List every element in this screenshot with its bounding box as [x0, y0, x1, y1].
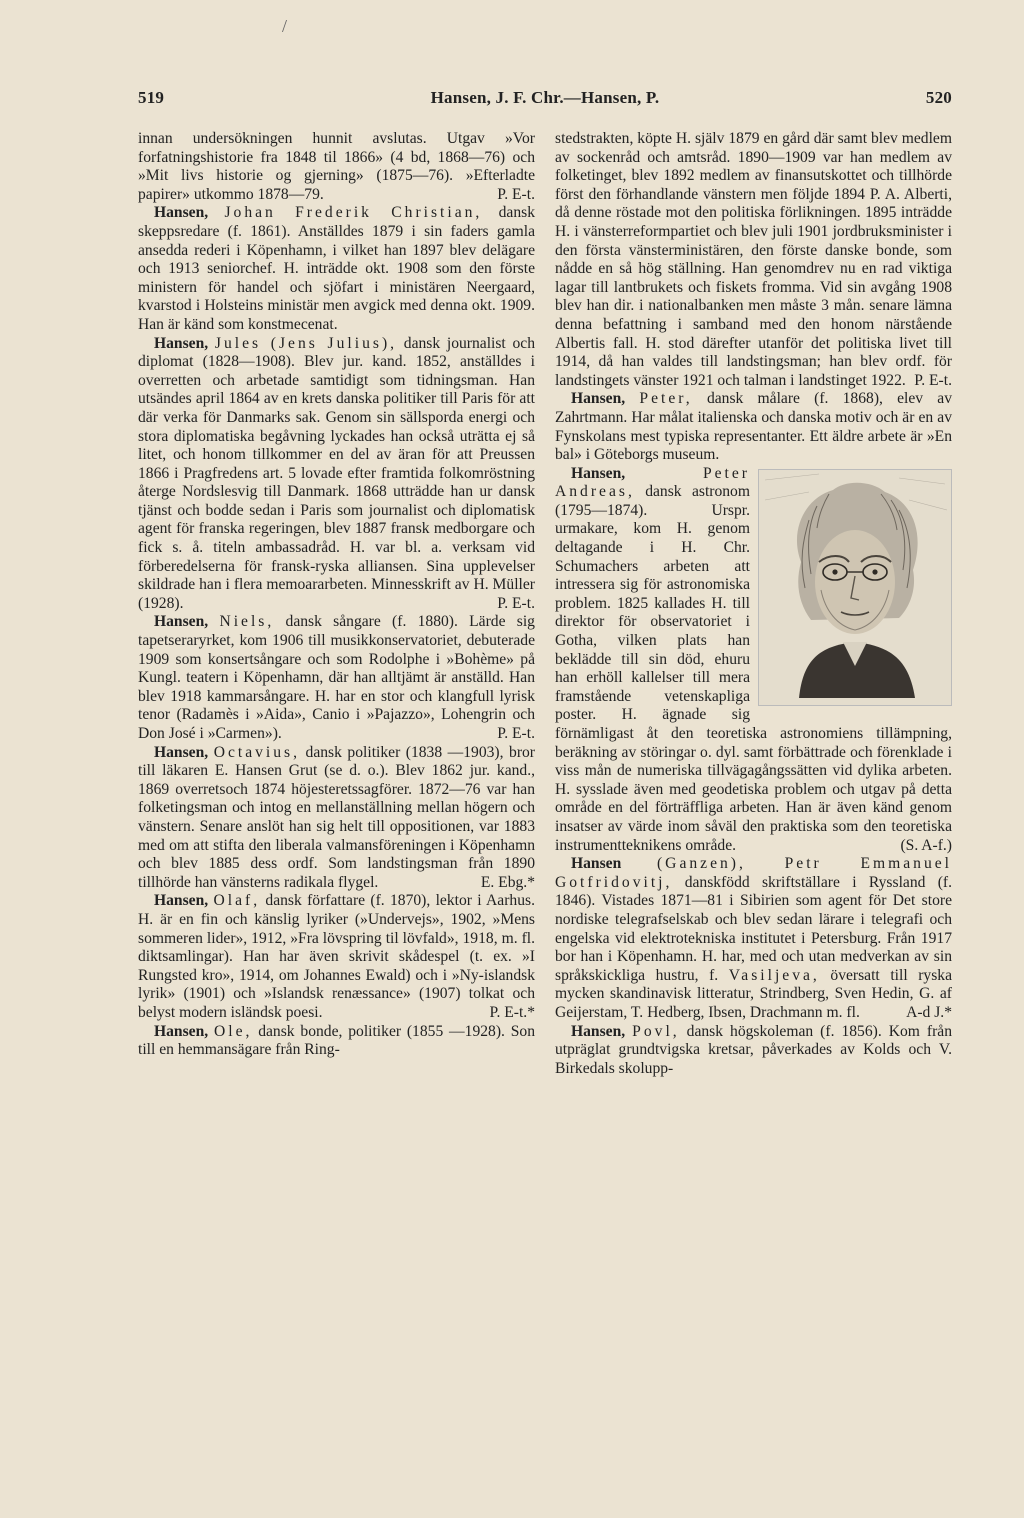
entry-given-name: Niels, — [219, 613, 275, 631]
header-title: Hansen, J. F. Chr.—Hansen, P. — [430, 88, 660, 107]
entry-continuation: stedstrakten, köpte H. själv 1879 en gård där samt blev medlem av sockenråd och amtsråd. 1890—1909 var han medlem av folketinget, blev 1892 medlem av finansutskottet och tillhörde först den förhandlande vänstern men följde 1894 P. A. Alberti, då denne röstade mot den politiska förlikningen. 1895 inträdde H. i vänsterreformpartiet och blev juli 1901 jordbruksminister i den första vänsterministären, den förste danske bonde, som nådde en så hög ställning. Han genomdrev nu en rad viktiga lagar till lantbrukets och fiskets fromma. Vid sin avgång 1908 blev han dir. i nationalbanken men måste 3 mån. senare lämna denna befattning i samband med den honom närstående Albertis fall. H. stod därefter utanför det politiska livet till 1914, då han valdes till landstingsman; han blev ordf. för landstingets vänster 1921 och talman i landstinget 1922. P. E-t. — [555, 130, 952, 389]
entry-given-name: Povl, — [632, 1022, 680, 1040]
entry-given-name: Peter, — [639, 390, 693, 408]
entry-surname: Hansen, — [571, 1022, 626, 1040]
entry-surname: Hansen, — [154, 1022, 209, 1040]
page-number-left: 519 — [138, 88, 165, 107]
entry-hansen-peter: Hansen, Peter, dansk målare (f. 1868), elev av Zahrtmann. Har målat italienska och danska motiv och är en av Fynskolans mest typiska representanter. Ett äldre arbete är »En bal» i Göteborgs museum. — [555, 390, 953, 464]
entry-given-name: Peter Andreas, — [555, 464, 750, 501]
entry-signature: E. Ebg.* — [480, 873, 535, 891]
portrait-engraving — [759, 470, 951, 705]
left-column — [138, 130, 535, 1060]
entry-signature: P. E-t. — [497, 185, 535, 203]
entry-hansen-jules: Hansen, Jules (Jens Julius), dansk journalist och diplomat (1828—1908). Blev jur. kand. 1852, anställdes i overretten och arbetade samtidigt som tidningsman. Han utsändes april 1864 av en krets danska politiker till Paris för att där verka för Danmarks sak. Genom sin sällsporda energi och stora diplomatiska begåvning lyckades han också uträtta ej så litet, och honom tillkommer en del av äran för att Preussen 1866 i Pragfredens art. 5 lovade efter framtida folkomröstning återge Nordslesvig till Danmark. 1868 utträdde han ur dansk tjänst och bodde sedan i Paris som journalist och diplomatisk agent för franska regeringen, blev 1887 fransk medborgare och fick s. å. titeln ambassadråd. H. var bl. a. verksam vid förberedelserna för fransk-ryska alliansen. Sina upplevelser skildrade han i flera memoararbeten. Minnesskrift av H. Müller (1928). P. E-t. — [138, 334, 535, 612]
entry-given-name: Jules (Jens Julius), — [214, 334, 398, 352]
right-column — [555, 130, 952, 1078]
entry-surname: Hansen, — [154, 892, 209, 910]
entry-signature: P. E-t. — [497, 725, 535, 742]
entry-continuation: innan undersökningen hunnit avslutas. Utgav »Vor forfatningshistorie fra 1848 til 1866» (4 bd, 1868—76) och »Mit livs historie og gjerning» (1875—76). »Efterladte papirer» utkommo 1878—79. P. E-t. — [138, 130, 535, 203]
entry-surname: Hansen, — [571, 464, 626, 482]
entry-spouse-name: Vasiljeva, — [728, 966, 820, 984]
entry-surname: Hansen, — [154, 613, 209, 631]
entry-hansen-petr-emmanuel: Hansen (Ganzen), Petr Emmanuel Gotfridovitj, danskfödd skriftställare i Ryssland (f. 1846). Vistades 1871—81 i Sibirien som agent för Det store nordiske telegrafselskab och blev sedan lärare i telegrafi och engelska vid elektrotekniska institutet i Petersburg. Från 1917 bor han i Köpenhamn. H. har, med och utan medverkan av sin språkskickliga hustru, f. Vasiljeva, översatt till ryska mycken skandinavisk litteratur, Strindberg, Sven Hedin, G. af Geijerstam, T. Hedberg, Ibsen, Drachmann m. fl. A-d J.* — [555, 855, 953, 1021]
entry-hansen-niels: Hansen, Niels, dansk sångare (f. 1880). Lärde sig tapetseraryrket, kom 1906 till musikkonservatoriet, debuterade 1909 som konsertsångare och som Rodolphe i »Bohème» på Kungl. teatern i Köpenhamn, där han alltjämt är anställd. Han blev 1918 kammarsångare. H. har en stor och klangfull lyrisk tenor (Radamès i »Aida», Canio i »Pajazzo», Lohengrin och Don José i »Carmen»). P. E-t. — [138, 613, 535, 742]
entry-hansen-peter-andreas: Hansen, Peter Andreas, dansk astronom (1795—1874). Urspr. urmakare, kom H. genom deltagande i H. Chr. Schumachers arbeten att intressera sig för astronomiska problem. 1825 kallades H. till direktor för observatoriet i Gotha, vilken plats han beklädde till sin död, ehuru han erhöll kallelser till mera framstående vetenskapliga poster. H. ägnade sig förnämligast åt den teoretiska astronomiens tillämpning, beräkning av störingar o. dyl. samt förbättrade och förenklade i viss mån de numeriska tillvägagångssätten vid dylika arbeten. H. sysslade även med geodetiska problem och utgav på detta område en del förträffliga arbeten. Han är även känd genom insatser av värde inom såväl den praktiska som den teoretiska instrumentteknikens område. (S. A-f.) — [555, 464, 952, 854]
entry-signature: P. E-t.* — [489, 1003, 535, 1021]
entry-surname: Hansen — [571, 855, 622, 873]
entry-hansen-povl: Hansen, Povl, dansk högskoleman (f. 1856). Kom från utpräglat grundtvigska kretsar, påverkades av Kolds och V. Birkedals skolupp- — [555, 1022, 952, 1077]
entry-surname: Hansen, — [154, 204, 209, 222]
entry-given-name: Ole, — [213, 1022, 253, 1040]
entry-surname: Hansen, — [154, 743, 209, 761]
entry-hansen-ole: Hansen, Ole, dansk bonde, politiker (1855 —1928). Son till en hemmansägare från Ring- — [138, 1022, 535, 1059]
entry-signature: (S. A-f.) — [900, 836, 952, 854]
page-number-right: 520 — [925, 88, 952, 107]
entry-hansen-octavius: Hansen, Octavius, dansk politiker (1838 —1903), bror till läkaren E. Hansen Grut (se d. o.). Blev 1862 jur. kand., 1869 overretsoch 1874 höjesteretssagförer. 1872—76 var han folketingsman och intog en mellanställning mellan högern och vänstern. Senare anslöt han sig helt till oppositionen, var 1883 med om att stifta den liberala valmansföreningen i Köpenhamn och blev 1885 dess ordf. Som landstingsman från 1890 tillhörde han vänsterns radikala flygel. E. Ebg.* — [138, 743, 536, 891]
entry-hansen-olaf: Hansen, Olaf, dansk författare (f. 1870), lektor i Aarhus. H. är en fin och känslig lyriker (»Undervejs», 1902, »Mens sommeren lider», 1912, »Fra lövspring til lövfald», 1918, m. fl. diktsamlingar). Han har även skrivit skådespel (t. ex. »I Rungsted kro», 1914, om Johannes Ewald) och i »Ny-islandsk lyrik» (1901) och »Islandsk renæssance» (1907) tolkat och belyst modern isländsk poesi. P. E-t.* — [138, 892, 535, 1021]
entry-signature: P. E-t. — [914, 371, 952, 389]
entry-given-name: (Ganzen), Petr Emmanuel Gotfridovitj, — [555, 855, 952, 891]
entry-hansen-johan-frederik-christian: Hansen, Johan Frederik Christian, dansk skeppsredare (f. 1861). Anställdes 1879 i sin faders gamla ansedda rederi i Köpenhamn, i vilket han 1897 blev delägare och 1913 seniorchef. H. inträdde okt. 1908 som den förste ministern för handel och sjöfart i ministären Neergaard, kvarstod i Holsteins ministär men avgick med denna okt. 1909. Han är känd som konstmecenat. — [138, 204, 536, 333]
entry-signature: A-d J.* — [906, 1003, 952, 1021]
entry-given-name: Octavius, — [213, 743, 301, 761]
entry-signature: P. E-t. — [497, 594, 535, 612]
portrait-image — [758, 469, 952, 706]
entry-surname: Hansen, — [154, 334, 209, 352]
margin-mark: / — [282, 16, 288, 36]
entry-given-name: Olaf, — [213, 892, 261, 910]
entry-surname: Hansen, — [571, 390, 626, 408]
running-header — [138, 88, 952, 114]
entry-given-name: Johan Frederik Christian, — [224, 204, 483, 222]
